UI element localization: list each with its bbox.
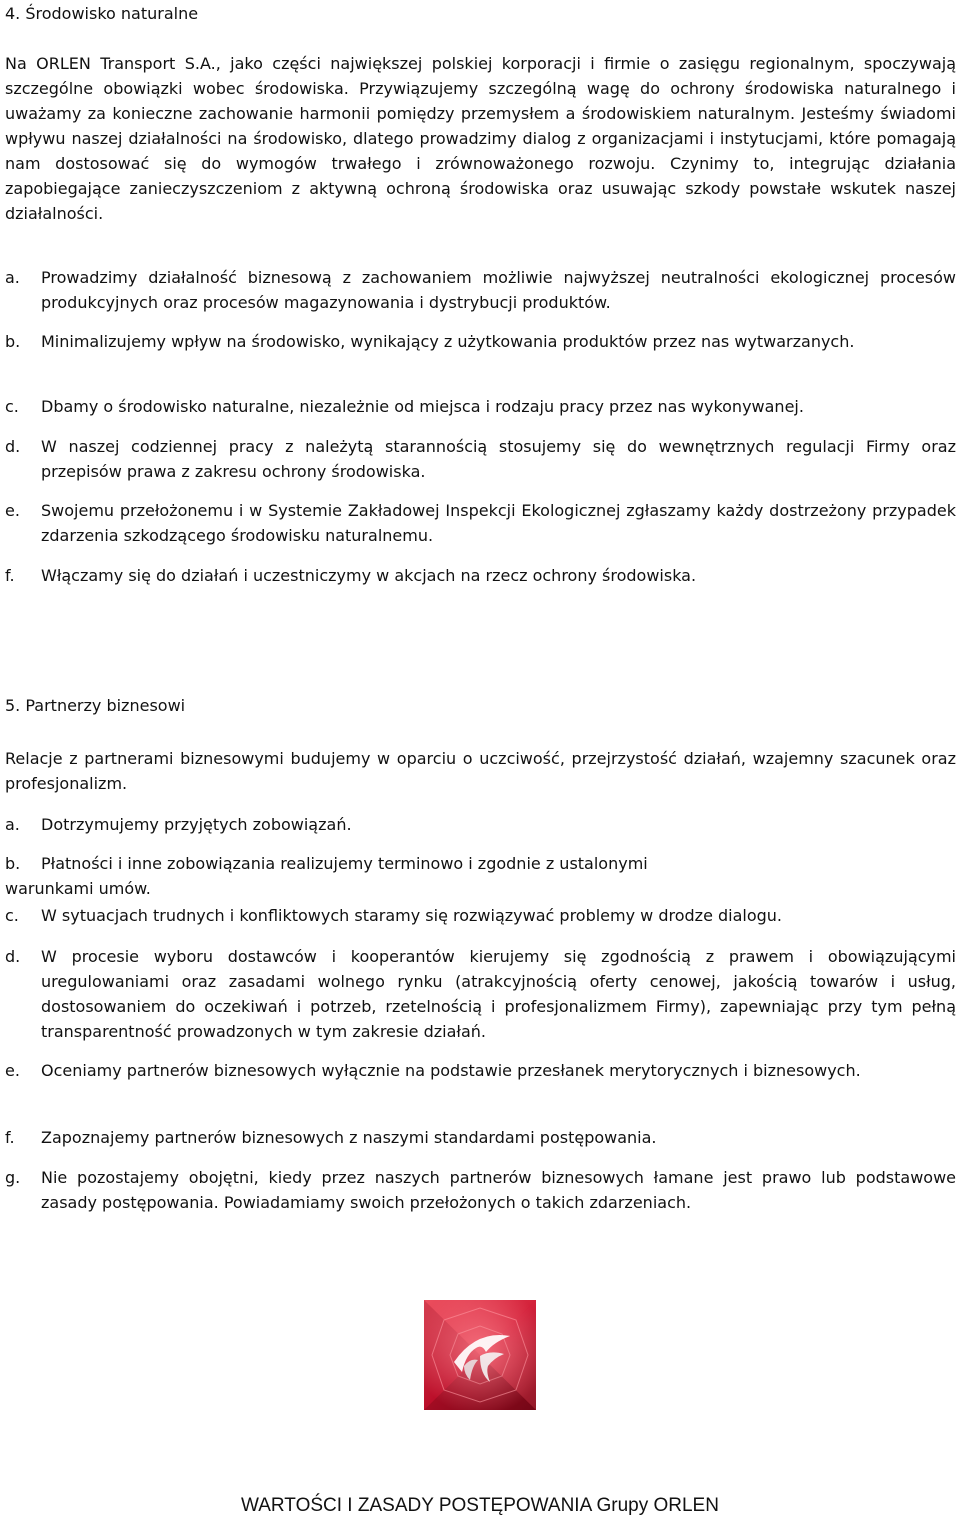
section-intro-environment: Na ORLEN Transport S.A., jako części największej polskiej korporacji i firmie o zasięgu regionalnym, spoczywają szczególne obowiązki wobec środowiska. Przywiązujemy szczególną wagę do ochrony środowiska naturalnego i uważamy za konieczne zachowanie harmonii pomiędzy przemysłem a środowiskiem naturalnym. Jesteśmy świadomi wpływu naszej działalności na środowisko, dlatego prowadzimy dialog z organizacjami i instytucjami, które pomagają nam dostosować się do wymogów trwałego i zrównoważonego rozwoju. Czynimy to, integrując działania zapobiegające zanieczyszczeniom z aktywną ochroną środowiska oraz usuwając szkody powstałe wskutek naszej działalności. [5, 54, 956, 223]
list-item-text: Nie pozostajemy obojętni, kiedy przez naszych partnerów biznesowych łamane jest prawo lub podstawowe zasady postępowania. Powiadamiamy swoich przełożonych o takich zdarzeniach. [41, 1168, 956, 1212]
list-item-text: Płatności i inne zobowiązania realizujemy terminowo i zgodnie z ustalonymi warunkami umów. [5, 854, 648, 898]
section-heading-environment: 4. Środowisko naturalne [5, 4, 199, 23]
list-item-text: Minimalizujemy wpływ na środowisko, wynikający z użytkowania produktów przez nas wytwarzanych. [41, 332, 855, 351]
list-item-label: e. [5, 501, 20, 520]
list-item-text: Dotrzymujemy przyjętych zobowiązań. [41, 815, 352, 834]
list-item-label: c. [5, 906, 19, 925]
list-item-label: f. [5, 566, 15, 585]
list-item-text: Prowadzimy działalność biznesową z zachowaniem możliwie najwyższej neutralności ekologicznej procesów produkcyjnych oraz procesów magazynowania i dystrybucji produktów. [41, 268, 956, 312]
list-item-text: W procesie wyboru dostawców i kooperantów kierujemy się zgodnością z prawem i obowiązującymi uregulowaniami oraz zasadami wolnego rynku (atrakcyjnością oferty cenowej, jakością towarów i usług, dostosowaniem do oczekiwań i potrzeb, rzetelnością i profesjonalizmem Firmy), zapewniając przy tym pełną transparentność prowadzonych w tym zakresie działań. [41, 947, 956, 1041]
list-item-label: a. [5, 268, 20, 287]
list-item [5, 903, 956, 928]
list-item [5, 329, 956, 354]
list-item-label: b. [5, 854, 21, 873]
list-item-text: Swojemu przełożonemu i w Systemie Zakładowej Inspekcji Ekologicznej zgłaszamy każdy dostrzeżony przypadek zdarzenia szkodzącego środowisku naturalnemu. [41, 501, 956, 545]
list-item-label: f. [5, 1128, 15, 1147]
list-item [5, 1058, 956, 1083]
list-item-label: e. [5, 1061, 20, 1080]
list-item [5, 563, 956, 588]
section-intro-partners: Relacje z partnerami biznesowymi budujemy w oparciu o uczciwość, przejrzystość działań, wzajemny szacunek oraz profesjonalizm. [5, 749, 956, 793]
list-item [5, 265, 956, 315]
list-item-label: g. [5, 1168, 21, 1187]
list-item [5, 394, 956, 419]
list-item [5, 812, 956, 837]
list-item-label: b. [5, 332, 21, 351]
orlen-eagle-logo-icon [424, 1300, 536, 1410]
list-item-label: d. [5, 947, 21, 966]
list-item [5, 498, 956, 548]
list-item [5, 944, 956, 1044]
list-item-text: W naszej codziennej pracy z należytą starannością stosujemy się do wewnętrznych regulacji Firmy oraz przepisów prawa z zakresu ochrony środowiska. [41, 437, 956, 481]
list-item-text: Dbamy o środowisko naturalne, niezależnie od miejsca i rodzaju pracy przez nas wykonywanej. [41, 397, 804, 416]
list-item [5, 1125, 956, 1150]
list-item-label: d. [5, 437, 21, 456]
list-item [5, 851, 740, 901]
list-item-label: a. [5, 815, 20, 834]
list-item-text: Zapoznajemy partnerów biznesowych z naszymi standardami postępowania. [41, 1128, 657, 1147]
list-item-text: Włączamy się do działań i uczestniczymy w akcjach na rzecz ochrony środowiska. [41, 566, 697, 585]
section-heading-partners: 5. Partnerzy biznesowi [5, 696, 186, 715]
list-item [5, 1165, 956, 1215]
list-item [5, 434, 956, 484]
list-item-text: W sytuacjach trudnych i konfliktowych staramy się rozwiązywać problemy w drodze dialogu. [41, 906, 783, 925]
page-footer: WARTOŚCI I ZASADY POSTĘPOWANIA Grupy ORLEN [241, 1495, 719, 1516]
list-item-text: Oceniamy partnerów biznesowych wyłącznie na podstawie przesłanek merytorycznych i biznesowych. [41, 1061, 861, 1080]
list-item-label: c. [5, 397, 19, 416]
